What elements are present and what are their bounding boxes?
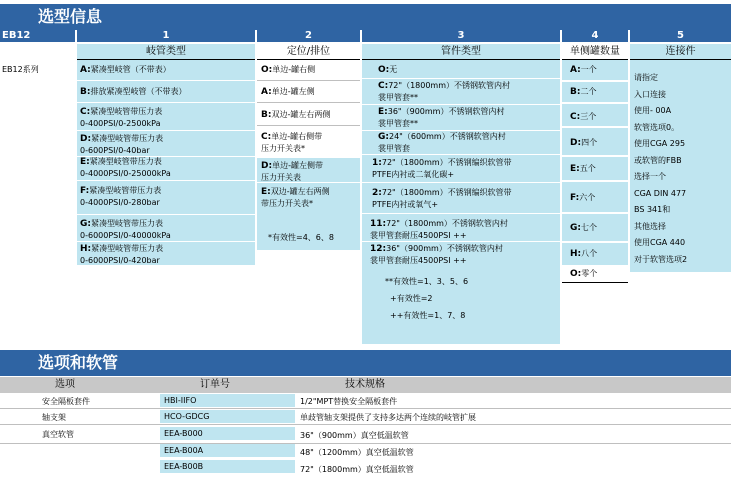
fitting-option-2: 2:72"（1800mm）不锈钢编织软管带 PTFE内衬或氧气+: [372, 188, 512, 209]
series-label: EB12系列: [2, 65, 39, 74]
tank-option-c: C:三个: [570, 112, 597, 122]
tank-option-h: H:八个: [570, 249, 598, 259]
manifold-option-g: G:紧凑型岐管带压力表 0-6000PSI/0-40000kPa: [80, 219, 171, 240]
separator: [77, 214, 255, 215]
manifold-option-d: D:紧凑型岐管带压力表 0-600PSI/0-40bar: [80, 134, 164, 155]
order-cell: HBI-IIFO: [160, 394, 295, 408]
order-cell: EEA-B000: [160, 427, 295, 441]
options-table-header: [0, 377, 731, 393]
manifold-option-e: E:紧凑型岐管带压力表 0-4000PSI/0-25000kPa: [80, 157, 171, 178]
tank-option-a: A:一个: [570, 65, 597, 75]
manifold-option-h: H:紧凑型岐管带压力表 0-6000PSI/0-420bar: [80, 244, 164, 265]
option-spec: 36"（900mm）真空低温软管: [300, 431, 409, 440]
header-fitting-type: 管件类型: [362, 44, 560, 61]
separator: [257, 102, 360, 103]
option-spec: 48"（1200mm）真空低温软管: [300, 448, 414, 457]
tank-option-g: G:七个: [570, 223, 597, 233]
header-position: 定位/排位: [257, 44, 360, 61]
manifold-option-f: F:紧凑型岐管带压力表 0-4000PSI/0-280bar: [80, 186, 162, 207]
separator: [362, 241, 560, 242]
tank-option-b: B:二个: [570, 87, 597, 97]
manifold-option-a: A:紧凑型岐管（不带表）: [80, 65, 171, 75]
fitting-note-3: ++有效性=1、7、8: [390, 311, 466, 320]
header-tank-count: 单侧罐数量: [562, 44, 628, 61]
section-title-selection: 选型信息: [0, 4, 731, 30]
separator: [0, 443, 731, 444]
fitting-option-1: 1:72"（1800mm）不锈钢编织软管带 PTFE内衬或二氧化碳+: [372, 158, 512, 179]
position-option-d: D:单边-罐左侧带 压力开关表: [261, 161, 323, 182]
fitting-option-e: E:36"（900mm）不锈钢软管内村 裳甲管套**: [378, 107, 505, 128]
option-name: 安全隔板套件: [42, 397, 90, 406]
separator: [562, 282, 628, 283]
separator: [77, 130, 255, 131]
separator: [362, 182, 560, 183]
model-code: EB12: [0, 30, 75, 42]
position-option-c: C:单边-罐右侧带 压力开关表*: [261, 132, 323, 153]
option-name: 真空软管: [42, 430, 74, 439]
separator: [77, 80, 255, 81]
position-option-a: A:单边-罐左侧: [261, 87, 315, 97]
fitting-option-12: 12:36"（900mm）不锈钢软管内村 裳甲管套耐压4500PSI ++: [370, 244, 503, 265]
fitting-note-2: +有效性=2: [390, 294, 433, 303]
manifold-option-b: B:排放紧凑型岐管（不带表）: [80, 87, 187, 97]
option-spec: 72"（1800mm）真空低温软管: [300, 465, 414, 474]
separator: [257, 182, 360, 183]
order-cell: HCO-GDCG: [160, 410, 295, 424]
order-cell: EEA-B00A: [160, 444, 295, 458]
tank-option-f: F:六个: [570, 193, 596, 203]
option-spec: 1/2"MPT替换安全隔板套件: [300, 397, 398, 406]
fitting-option-o: O:无: [378, 65, 398, 75]
col-number-3: 3: [362, 30, 560, 42]
option-name: 轴支架: [42, 413, 66, 422]
option-spec: 单歧管轴支架提供了支持多达两个连续的岐管扩展: [300, 413, 476, 422]
options-header-option: 选项: [55, 379, 75, 390]
header-manifold-type: 岐管类型: [77, 44, 255, 61]
fitting-note-1: **有效性=1、3、5、6: [385, 277, 469, 286]
col-number-2: 2: [257, 30, 360, 42]
tank-option-o: O:零个: [570, 269, 598, 279]
options-header-order: 订单号: [200, 379, 230, 390]
separator: [257, 80, 360, 81]
separator: [77, 180, 255, 181]
col-number-1: 1: [77, 30, 255, 42]
connector-instructions: 请指定 入口连接 使用- 00A 软管选项0。 使用CGA 295 或软管的FBB 选择一个 CGA DIN 477 BS 341和 其他选择 使用CGA 440 对于软管选项2: [634, 73, 688, 264]
manifold-option-c: C:紧凑型岐管带压力表 0-400PSI/0-2500kPa: [80, 107, 163, 128]
section-title-options: 选项和软管: [0, 350, 731, 376]
position-option-o: O:单边-罐右侧: [261, 65, 316, 75]
position-option-e: E:双边-罐左右两侧 带压力开关表*: [261, 187, 330, 208]
fitting-option-11: 11:72"（1800mm）不锈钢软管内村 裳甲管套耐压4500PSI ++: [370, 219, 508, 240]
separator: [362, 78, 560, 79]
position-option-b: B:双边-罐左右两侧: [261, 110, 331, 120]
tank-option-e: E:五个: [570, 164, 596, 174]
separator: [257, 125, 360, 126]
col-number-4: 4: [562, 30, 628, 42]
separator: [77, 102, 255, 103]
tank-option-d: D:四个: [570, 138, 598, 148]
position-note: *有效性=4、6、8: [268, 233, 334, 242]
fitting-option-g: G:24"（600mm）不锈钢软管内村 裳甲管套: [378, 132, 506, 153]
col-number-5: 5: [630, 30, 731, 42]
separator: [362, 213, 560, 214]
fitting-option-c: C:72"（1800mm）不锈钢软管内村 裳甲管套**: [378, 81, 511, 102]
separator: [77, 241, 255, 242]
separator: [362, 154, 560, 155]
header-connector: 连接件: [630, 44, 731, 61]
options-header-spec: 技术规格: [345, 379, 385, 390]
order-cell: EEA-B00B: [160, 460, 295, 474]
separator: [362, 104, 560, 105]
